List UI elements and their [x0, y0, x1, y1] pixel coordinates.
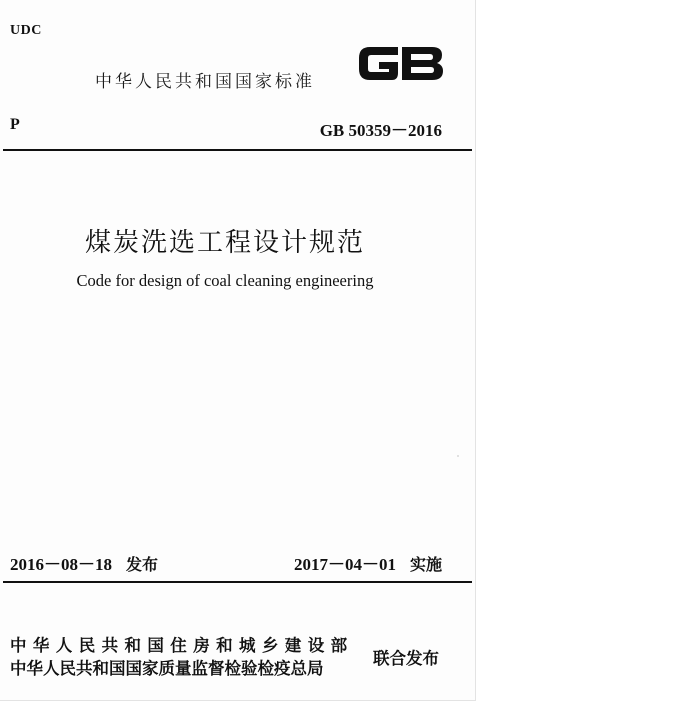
title-chinese: 煤炭洗选工程设计规范	[84, 228, 365, 258]
standard-number: GB 50359－2016	[319, 121, 442, 140]
category-code: P	[10, 116, 20, 133]
issuer-ministry: 中华人民共和国住房和城乡建设部	[10, 636, 354, 655]
gb-logo-icon	[354, 40, 446, 86]
joint-release-label: 联合发布	[373, 649, 439, 668]
implementation-label: 实施	[409, 555, 442, 574]
implementation-date: 2017－04－01	[293, 555, 396, 574]
national-standard-heading: 中华人民共和国国家标准	[95, 72, 315, 92]
bottom-divider	[3, 581, 472, 583]
issue-date: 2016－08－18	[10, 555, 112, 574]
title-english: Code for design of coal cleaning engineering	[76, 271, 374, 290]
issue-label: 发布	[126, 555, 159, 574]
issuer-aqsiq: 中华人民共和国国家质量监督检验检疫总局	[10, 659, 324, 678]
top-divider	[3, 149, 472, 151]
implementation-date-line	[294, 550, 442, 575]
issue-date-line	[10, 550, 158, 575]
udc-label: UDC	[10, 23, 42, 38]
scan-speck	[457, 455, 459, 457]
